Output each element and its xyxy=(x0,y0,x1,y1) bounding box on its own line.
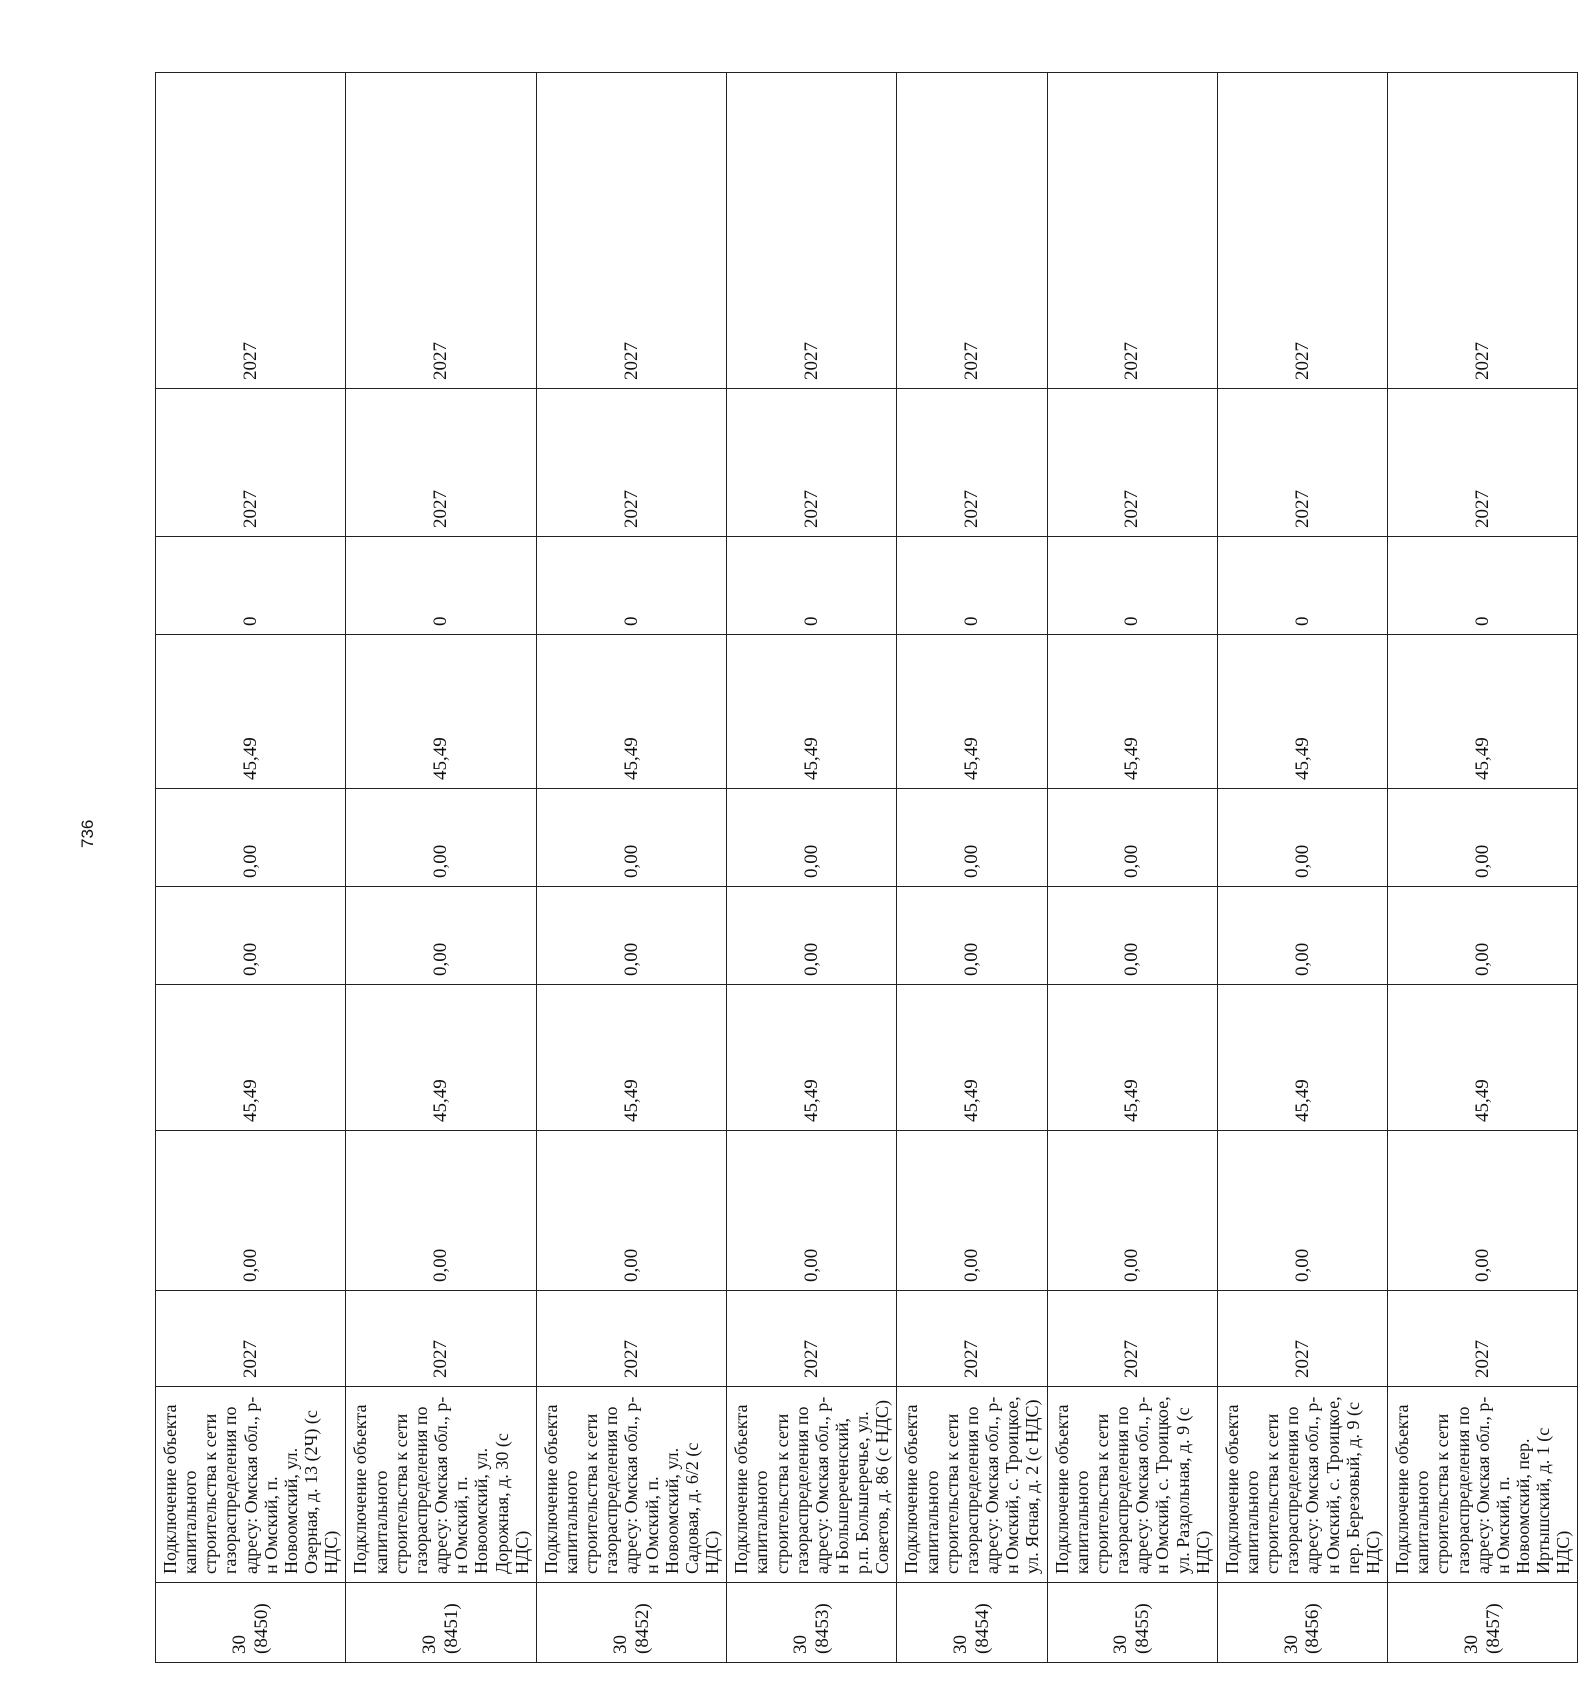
code-cell xyxy=(727,1583,897,1663)
year-start-cell: 2027 xyxy=(1047,389,1217,537)
value-cell-6: 0 xyxy=(156,537,346,635)
value-cell-1: 0,00 xyxy=(156,1131,346,1291)
value-cell-4: 0,00 xyxy=(897,789,1047,887)
value-cell-4: 0,00 xyxy=(1217,789,1387,887)
value-cell-5: 45,49 xyxy=(727,635,897,789)
value-cell-2: 45,49 xyxy=(897,985,1047,1131)
code-cell xyxy=(1217,1583,1387,1663)
value-cell-5: 45,49 xyxy=(897,635,1047,789)
year-end-cell: 2027 xyxy=(1217,73,1387,389)
year-start-cell: 2027 xyxy=(536,389,726,537)
code-id: (8455) xyxy=(1132,1603,1154,1654)
description-cell: Подключение объекта капитального строительства к сети газораспределения по адресу: Омская обл., р-н Большереченский, р.п. Большеречье, ул. Советов, д. 86 (с НДС) xyxy=(727,1387,897,1583)
value-cell-4: 0,00 xyxy=(1047,789,1217,887)
table-row xyxy=(727,73,897,1663)
value-cell-3: 0,00 xyxy=(1217,887,1387,985)
value-cell-4: 0,00 xyxy=(1388,789,1578,887)
value-cell-1: 0,00 xyxy=(536,1131,726,1291)
value-cell-5: 45,49 xyxy=(346,635,536,789)
code-number: 30 xyxy=(609,1635,631,1654)
value-cell-5: 45,49 xyxy=(536,635,726,789)
value-cell-2: 45,49 xyxy=(1217,985,1387,1131)
code-number: 30 xyxy=(228,1635,250,1654)
table-row xyxy=(897,73,1047,1663)
value-cell-3: 0,00 xyxy=(1388,887,1578,985)
year-cell: 2027 xyxy=(346,1291,536,1387)
value-cell-2: 45,49 xyxy=(1388,985,1578,1131)
value-cell-6: 0 xyxy=(346,537,536,635)
code-id: (8454) xyxy=(972,1603,994,1654)
year-cell: 2027 xyxy=(536,1291,726,1387)
code-id: (8450) xyxy=(250,1603,272,1654)
code-number: 30 xyxy=(950,1635,972,1654)
value-cell-6: 0 xyxy=(1047,537,1217,635)
value-cell-3: 0,00 xyxy=(1047,887,1217,985)
year-cell: 2027 xyxy=(156,1291,346,1387)
year-start-cell: 2027 xyxy=(1388,389,1578,537)
year-start-cell: 2027 xyxy=(346,389,536,537)
code-number: 30 xyxy=(419,1635,441,1654)
value-cell-4: 0,00 xyxy=(346,789,536,887)
code-number: 30 xyxy=(790,1635,811,1654)
value-cell-5: 45,49 xyxy=(156,635,346,789)
description-cell: Подключение объекта капитального строительства к сети газораспределения по адресу: Омская обл., р-н Омский, п. Новоомский, ул. Садовая, д. 6/2 (с НДС) xyxy=(536,1387,726,1583)
code-id: (8451) xyxy=(441,1603,463,1654)
year-end-cell: 2027 xyxy=(1388,73,1578,389)
year-cell: 2027 xyxy=(1047,1291,1217,1387)
value-cell-6: 0 xyxy=(897,537,1047,635)
year-start-cell: 2027 xyxy=(727,389,897,537)
year-end-cell: 2027 xyxy=(156,73,346,389)
year-cell: 2027 xyxy=(1217,1291,1387,1387)
value-cell-1: 0,00 xyxy=(1217,1131,1387,1291)
description-cell: Подключение объекта капитального строительства к сети газораспределения по адресу: Омская обл., р-н Омский, с. Троицкое, ул. Ясная, д. 2 (с НДС) xyxy=(897,1387,1047,1583)
year-start-cell: 2027 xyxy=(156,389,346,537)
value-cell-5: 45,49 xyxy=(1047,635,1217,789)
code-cell xyxy=(897,1583,1047,1663)
code-id: (8452) xyxy=(631,1603,653,1654)
value-cell-4: 0,00 xyxy=(727,789,897,887)
value-cell-6: 0 xyxy=(1388,537,1578,635)
description-cell: Подключение объекта капитального строительства к сети газораспределения по адресу: Омская обл., р-н Омский, п. Новоомский, ул. Озерная, д. 13 (2Ч) (с НДС) xyxy=(156,1387,346,1583)
code-id: (8453) xyxy=(811,1603,833,1654)
data-table xyxy=(155,72,1578,1663)
value-cell-1: 0,00 xyxy=(727,1131,897,1291)
value-cell-3: 0,00 xyxy=(897,887,1047,985)
code-cell xyxy=(346,1583,536,1663)
code-number: 30 xyxy=(1110,1635,1132,1654)
page-number: 736 xyxy=(78,819,97,848)
value-cell-1: 0,00 xyxy=(897,1131,1047,1291)
value-cell-2: 45,49 xyxy=(346,985,536,1131)
value-cell-5: 45,49 xyxy=(1388,635,1578,789)
value-cell-1: 0,00 xyxy=(346,1131,536,1291)
description-cell: Подключение объекта капитального строительства к сети газораспределения по адресу: Омская обл., р-н Омский, с. Троицкое, пер. Березовый, д. 9 (с НДС) xyxy=(1217,1387,1387,1583)
code-id: (8457) xyxy=(1482,1603,1504,1654)
value-cell-5: 45,49 xyxy=(1217,635,1387,789)
table-row xyxy=(346,73,536,1663)
year-start-cell: 2027 xyxy=(897,389,1047,537)
year-end-cell: 2027 xyxy=(897,73,1047,389)
value-cell-3: 0,00 xyxy=(536,887,726,985)
value-cell-1: 0,00 xyxy=(1047,1131,1217,1291)
year-cell: 2027 xyxy=(1388,1291,1578,1387)
value-cell-3: 0,00 xyxy=(727,887,897,985)
code-cell xyxy=(156,1583,346,1663)
value-cell-2: 45,49 xyxy=(536,985,726,1131)
table-body xyxy=(156,73,1578,1663)
year-end-cell: 2027 xyxy=(1047,73,1217,389)
code-number: 30 xyxy=(1460,1635,1482,1654)
code-cell xyxy=(536,1583,726,1663)
year-start-cell: 2027 xyxy=(1217,389,1387,537)
value-cell-2: 45,49 xyxy=(727,985,897,1131)
code-cell xyxy=(1047,1583,1217,1663)
year-cell: 2027 xyxy=(727,1291,897,1387)
value-cell-1: 0,00 xyxy=(1388,1131,1578,1291)
year-cell: 2027 xyxy=(897,1291,1047,1387)
year-end-cell: 2027 xyxy=(346,73,536,389)
code-cell xyxy=(1388,1583,1578,1663)
value-cell-4: 0,00 xyxy=(156,789,346,887)
description-cell: Подключение объекта капитального строительства к сети газораспределения по адресу: Омская обл., р-н Омский, с. Троицкое, ул. Раздольная, д. 9 (с НДС) xyxy=(1047,1387,1217,1583)
value-cell-2: 45,49 xyxy=(1047,985,1217,1131)
table-row xyxy=(1217,73,1387,1663)
value-cell-6: 0 xyxy=(536,537,726,635)
table-row xyxy=(1388,73,1578,1663)
table-row xyxy=(156,73,346,1663)
value-cell-2: 45,49 xyxy=(156,985,346,1131)
description-cell: Подключение объекта капитального строительства к сети газораспределения по адресу: Омская обл., р-н Омский, п. Новоомский, пер. Иртышский, д. 1 (с НДС) xyxy=(1388,1387,1578,1583)
value-cell-3: 0,00 xyxy=(156,887,346,985)
table-frame xyxy=(155,73,1574,1663)
value-cell-6: 0 xyxy=(727,537,897,635)
description-cell: Подключение объекта капитального строительства к сети газораспределения по адресу: Омская обл., р-н Омский, п. Новоомский, ул. Дорожная, д. 30 (с НДС) xyxy=(346,1387,536,1583)
year-end-cell: 2027 xyxy=(727,73,897,389)
year-end-cell: 2027 xyxy=(536,73,726,389)
value-cell-3: 0,00 xyxy=(346,887,536,985)
table-row xyxy=(1047,73,1217,1663)
code-number: 30 xyxy=(1280,1635,1302,1654)
value-cell-6: 0 xyxy=(1217,537,1387,635)
value-cell-4: 0,00 xyxy=(536,789,726,887)
code-id: (8456) xyxy=(1302,1603,1324,1654)
table-row xyxy=(536,73,726,1663)
